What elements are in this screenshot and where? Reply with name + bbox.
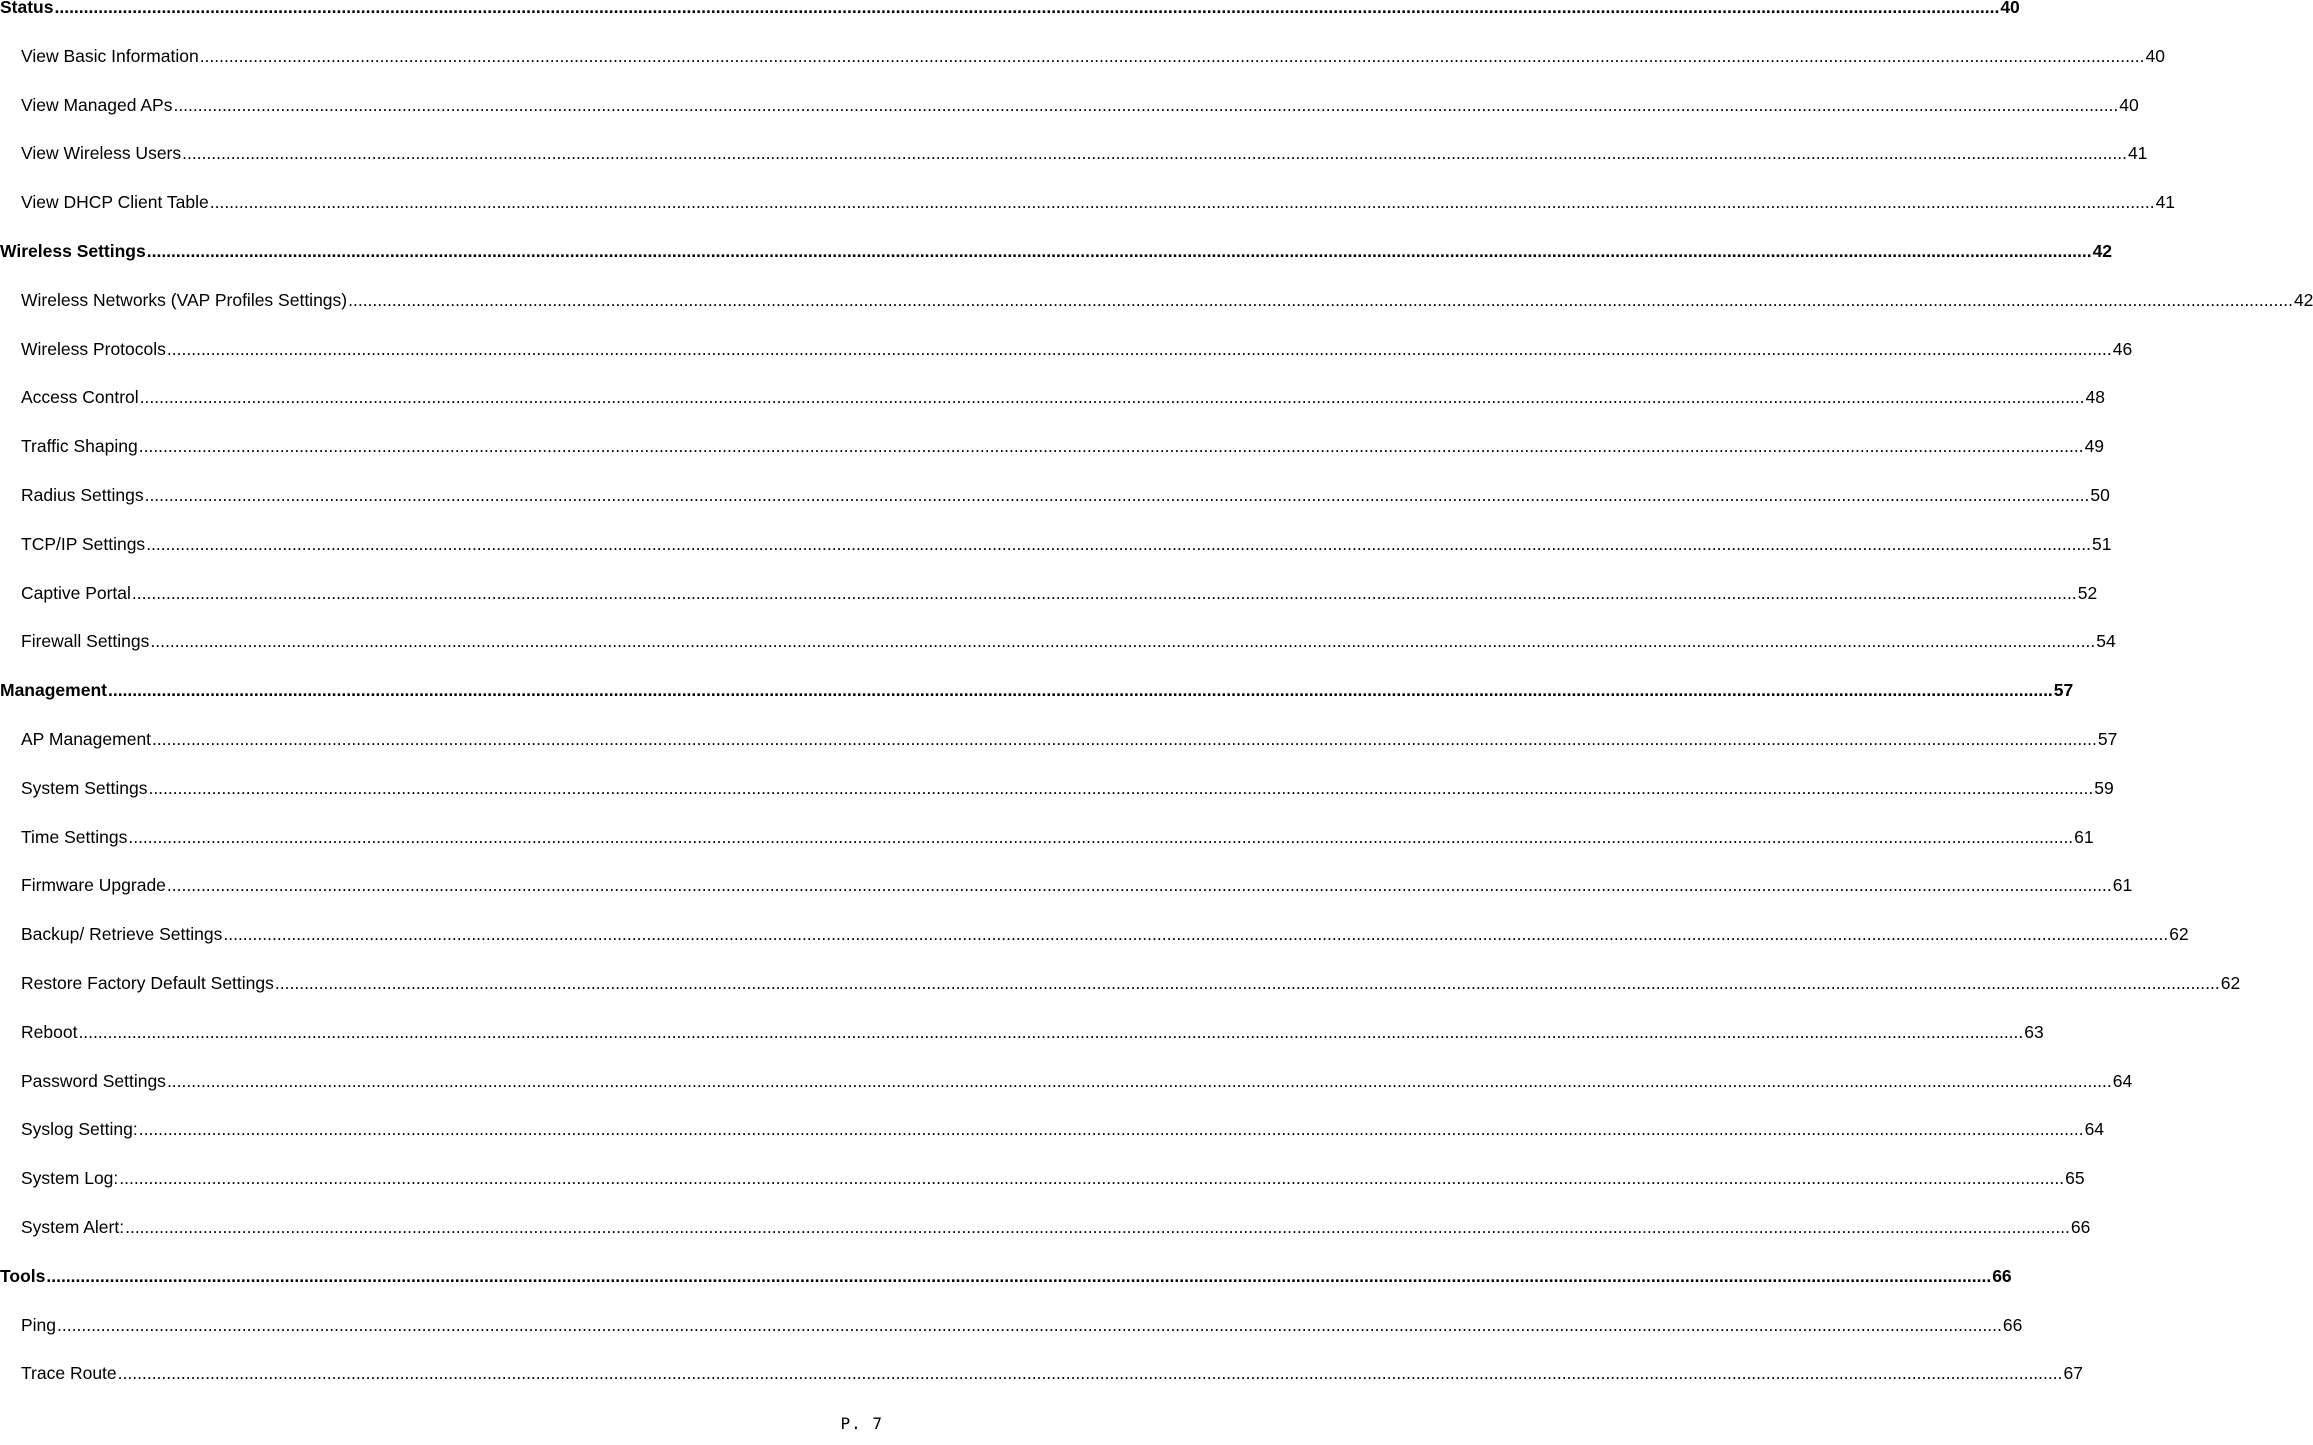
toc-entry[interactable] xyxy=(0,970,2241,994)
toc-entry-page: 57 xyxy=(2053,680,2074,701)
toc-entry-title: TCP/IP Settings xyxy=(21,533,146,554)
toc-entry-page: 42 xyxy=(2293,289,2313,310)
toc-entry-title: View Basic Information xyxy=(21,45,199,66)
toc-entry-title: Time Settings xyxy=(21,826,128,847)
toc-entry-page: 51 xyxy=(2092,533,2112,554)
dot-leader: ................................................................................................................................................................................................................................................................................................................................................................................................................ xyxy=(107,680,2053,701)
toc-entry-page: 48 xyxy=(2085,387,2105,408)
toc-entry-title: Tools xyxy=(0,1265,46,1286)
toc-entry[interactable] xyxy=(0,1165,2085,1189)
toc-entry-page: 63 xyxy=(2024,1021,2044,1042)
dot-leader: ................................................................................................................................................................................................................................................................................................................................................................................................................ xyxy=(119,1168,2065,1189)
dot-leader: ................................................................................................................................................................................................................................................................................................................................................................................................................ xyxy=(117,1363,2063,1384)
toc-entry[interactable] xyxy=(0,1360,2083,1384)
toc-entry[interactable] xyxy=(0,872,2133,896)
toc-entry[interactable] xyxy=(0,43,2165,67)
toc-entry[interactable] xyxy=(0,1312,2023,1336)
dot-leader: ................................................................................................................................................................................................................................................................................................................................................................................................................ xyxy=(182,143,2127,164)
dot-leader: ................................................................................................................................................................................................................................................................................................................................................................................................................ xyxy=(199,45,2145,66)
toc-entry-page: 41 xyxy=(2127,143,2148,164)
toc-entry[interactable] xyxy=(0,677,2074,701)
toc-entry-title: Management xyxy=(0,680,107,701)
dot-leader: ................................................................................................................................................................................................................................................................................................................................................................................................................ xyxy=(131,582,2077,603)
toc-entry-title: Status xyxy=(0,0,54,17)
toc-entry-title: Restore Factory Default Settings xyxy=(21,973,274,993)
dot-leader: ................................................................................................................................................................................................................................................................................................................................................................................................................ xyxy=(78,1021,2024,1042)
toc-entry[interactable] xyxy=(0,238,2113,262)
toc-entry-title: Syslog Setting: xyxy=(21,1119,138,1140)
dot-leader: ................................................................................................................................................................................................................................................................................................................................................................................................................ xyxy=(144,485,2090,505)
toc-entry[interactable] xyxy=(0,1068,2133,1092)
toc-entry-page: 61 xyxy=(2112,875,2133,896)
toc-entry-page: 67 xyxy=(2063,1363,2083,1384)
toc-entry-page: 65 xyxy=(2065,1168,2085,1189)
dot-leader: ................................................................................................................................................................................................................................................................................................................................................................................................................ xyxy=(274,973,2220,993)
dot-leader: ................................................................................................................................................................................................................................................................................................................................................................................................................ xyxy=(209,192,2155,213)
toc-entry-page: 61 xyxy=(2074,826,2094,847)
toc-entry[interactable] xyxy=(0,140,2148,164)
dot-leader: ................................................................................................................................................................................................................................................................................................................................................................................................................ xyxy=(348,289,2293,310)
toc-entry-title: Captive Portal xyxy=(21,582,131,603)
toc-entry-title: System Settings xyxy=(21,777,148,798)
dot-leader: ................................................................................................................................................................................................................................................................................................................................................................................................................ xyxy=(146,533,2092,554)
toc-entry-page: 66 xyxy=(2070,1217,2091,1237)
dot-leader: ................................................................................................................................................................................................................................................................................................................................................................................................................ xyxy=(148,777,2094,798)
toc-entry-title: Wireless Settings xyxy=(0,241,146,261)
toc-entry-page: 59 xyxy=(2094,777,2114,798)
toc-entry[interactable] xyxy=(0,0,2020,18)
toc-entry[interactable] xyxy=(0,1019,2044,1043)
dot-leader: ................................................................................................................................................................................................................................................................................................................................................................................................................ xyxy=(166,875,2112,896)
toc-entry-page: 54 xyxy=(2096,631,2116,652)
toc-entry[interactable] xyxy=(0,92,2139,116)
toc-entry[interactable] xyxy=(0,726,2118,750)
dot-leader: ................................................................................................................................................................................................................................................................................................................................................................................................................ xyxy=(173,94,2119,115)
toc-entry[interactable] xyxy=(0,433,2105,457)
toc-entry-page: 57 xyxy=(2097,729,2118,749)
toc-entry-title: Backup/ Retrieve Settings xyxy=(21,924,223,945)
toc-entry-page: 62 xyxy=(2169,924,2189,945)
toc-entry-title: Trace Route xyxy=(21,1363,117,1384)
toc-entry-title: View DHCP Client Table xyxy=(21,192,209,213)
toc-entry[interactable] xyxy=(0,580,2098,604)
dot-leader: ................................................................................................................................................................................................................................................................................................................................................................................................................ xyxy=(57,1314,2002,1335)
toc-entry-title: Ping xyxy=(21,1314,57,1335)
toc-entry[interactable] xyxy=(0,824,2094,848)
toc-entry-title: Firmware Upgrade xyxy=(21,875,166,896)
toc-entry-page: 42 xyxy=(2092,241,2113,261)
toc-entry-title: View Managed APs xyxy=(21,94,173,115)
dot-leader: ................................................................................................................................................................................................................................................................................................................................................................................................................ xyxy=(46,1265,1992,1286)
dot-leader: ................................................................................................................................................................................................................................................................................................................................................................................................................ xyxy=(166,1070,2112,1091)
toc-entry-page: 64 xyxy=(2084,1119,2105,1140)
toc-entry[interactable] xyxy=(0,531,2112,555)
dot-leader: ................................................................................................................................................................................................................................................................................................................................................................................................................ xyxy=(166,338,2112,359)
dot-leader: ................................................................................................................................................................................................................................................................................................................................................................................................................ xyxy=(139,387,2085,408)
toc-entry[interactable] xyxy=(0,189,2176,213)
toc-entry-page: 40 xyxy=(2119,94,2139,115)
toc-entry[interactable] xyxy=(0,384,2105,408)
toc-entry-page: 64 xyxy=(2112,1070,2133,1091)
toc-entry-title: Wireless Networks (VAP Profiles Settings) xyxy=(21,289,348,310)
toc-entry-page: 50 xyxy=(2090,485,2110,505)
toc-entry[interactable] xyxy=(0,775,2114,799)
toc-entry-page: 62 xyxy=(2220,973,2241,993)
toc-entry[interactable] xyxy=(0,628,2116,652)
dot-leader: ................................................................................................................................................................................................................................................................................................................................................................................................................ xyxy=(128,826,2074,847)
toc-entry-title: System Log: xyxy=(21,1168,119,1189)
dot-leader: ................................................................................................................................................................................................................................................................................................................................................................................................................ xyxy=(138,436,2084,457)
toc-entry[interactable] xyxy=(0,287,2313,311)
toc-entry[interactable] xyxy=(0,336,2133,360)
toc-entry[interactable] xyxy=(0,482,2110,506)
toc-entry-title: Wireless Protocols xyxy=(21,338,166,359)
toc-entry-page: 40 xyxy=(2145,45,2165,66)
toc-entry-title: Access Control xyxy=(21,387,139,408)
toc-entry-page: 40 xyxy=(2000,0,2020,17)
toc-entry-page: 46 xyxy=(2112,338,2133,359)
dot-leader: ................................................................................................................................................................................................................................................................................................................................................................................................................ xyxy=(138,1119,2084,1140)
toc-entry-title: Traffic Shaping xyxy=(21,436,138,457)
toc-entry-title: Password Settings xyxy=(21,1070,166,1091)
toc-entry-page: 41 xyxy=(2155,192,2176,213)
toc-entry[interactable] xyxy=(0,1263,2012,1287)
dot-leader: ................................................................................................................................................................................................................................................................................................................................................................................................................ xyxy=(150,631,2096,652)
dot-leader: ................................................................................................................................................................................................................................................................................................................................................................................................................ xyxy=(54,0,2000,17)
dot-leader: ................................................................................................................................................................................................................................................................................................................................................................................................................ xyxy=(125,1217,2070,1237)
toc-entry[interactable] xyxy=(0,1214,2091,1238)
toc-entry[interactable] xyxy=(0,1116,2105,1140)
toc-entry-page: 49 xyxy=(2084,436,2105,457)
toc-entry-title: System Alert: xyxy=(21,1217,125,1237)
dot-leader: ................................................................................................................................................................................................................................................................................................................................................................................................................ xyxy=(223,924,2169,945)
toc-entry-page: 66 xyxy=(2002,1314,2023,1335)
toc-entry-page: 66 xyxy=(1992,1265,2012,1286)
toc-entry-title: Reboot xyxy=(21,1021,78,1042)
toc-entry[interactable] xyxy=(0,921,2189,945)
toc-entry-page: 52 xyxy=(2077,582,2098,603)
toc-entry-title: AP Management xyxy=(21,729,152,749)
dot-leader: ................................................................................................................................................................................................................................................................................................................................................................................................................ xyxy=(152,729,2097,749)
toc-entry-title: Firewall Settings xyxy=(21,631,150,652)
toc-entry-title: View Wireless Users xyxy=(21,143,182,164)
page-number: P. 7 xyxy=(840,1414,883,1433)
dot-leader: ................................................................................................................................................................................................................................................................................................................................................................................................................ xyxy=(146,241,2092,261)
toc-entry-title: Radius Settings xyxy=(21,485,144,505)
